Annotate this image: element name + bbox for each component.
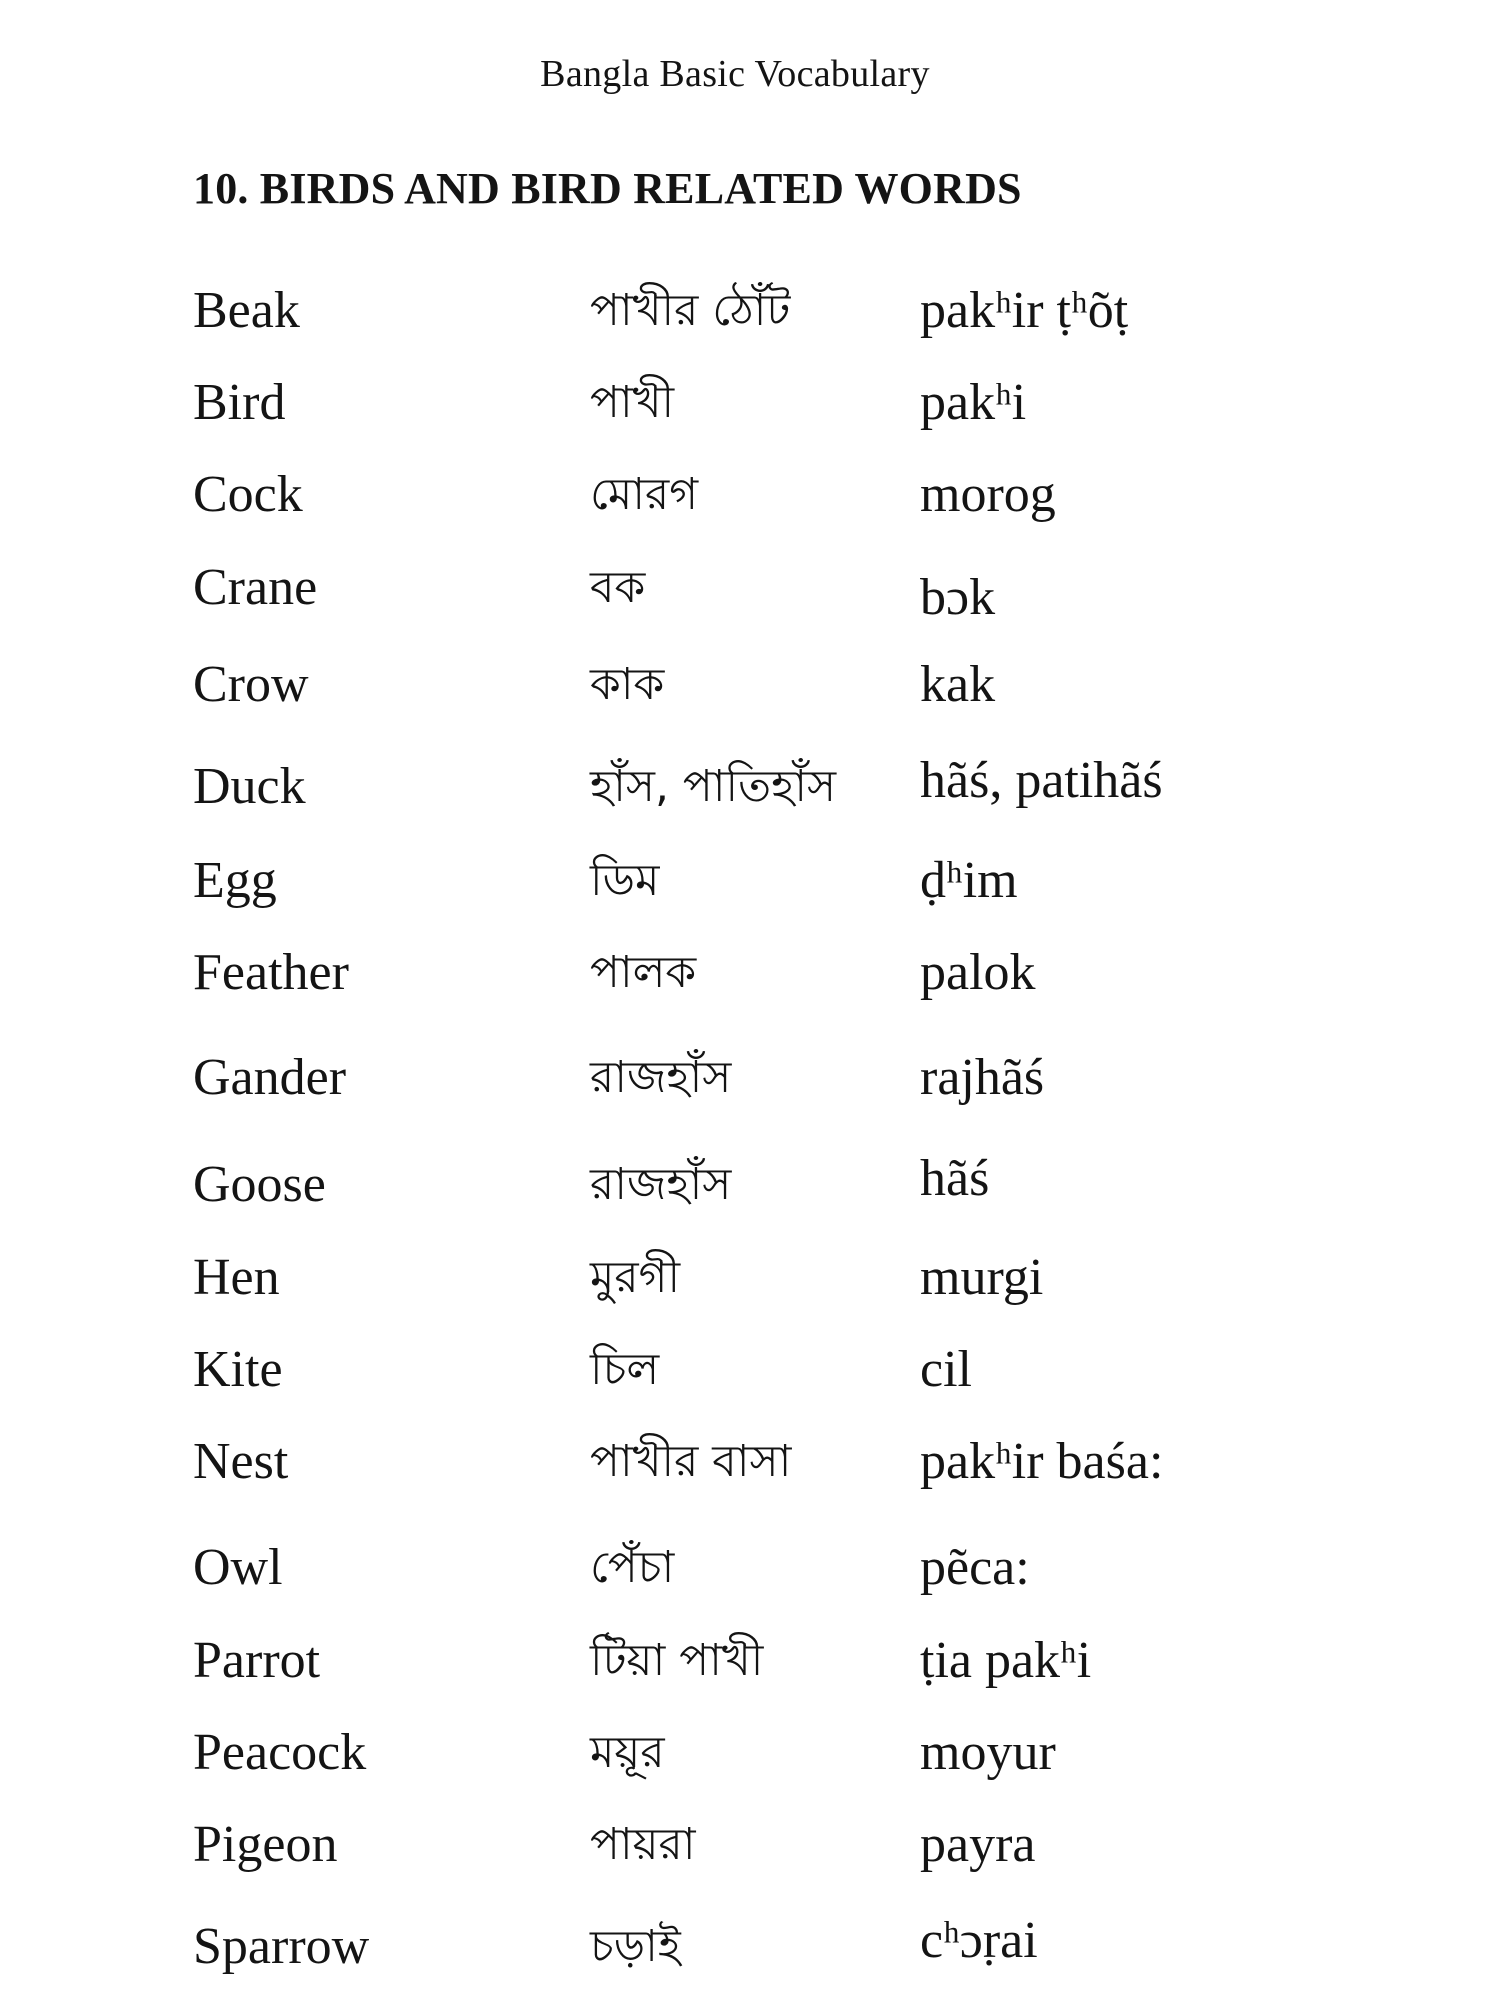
- vocab-row: [0, 938, 1500, 1008]
- transliteration: pẽca:: [920, 1539, 1030, 1596]
- bangla-word: পায়রা: [590, 1819, 696, 1870]
- english-word: Crow: [193, 656, 309, 713]
- bangla-word: পাখীর বাসা: [590, 1436, 792, 1487]
- bangla-word: পাখী: [590, 377, 675, 428]
- english-word: Gander: [193, 1049, 347, 1106]
- vocab-row: [0, 1718, 1500, 1788]
- bangla-word: মোরগ: [590, 469, 699, 520]
- transliteration: kak: [920, 656, 996, 713]
- english-word: Bird: [193, 374, 286, 431]
- vocab-row: [0, 553, 1500, 626]
- bangla-word: রাজহাঁস: [590, 1159, 732, 1210]
- english-word: Feather: [193, 944, 349, 1001]
- running-header: Bangla Basic Vocabulary: [540, 53, 930, 95]
- vocab-row: [0, 1533, 1500, 1603]
- transliteration: payra: [920, 1816, 1036, 1873]
- transliteration: moyur: [920, 1724, 1056, 1781]
- transliteration: cʰɔṛai: [920, 1912, 1038, 1969]
- bangla-word: ময়ূর: [590, 1727, 665, 1778]
- transliteration: pakʰir ṭʰõṭ: [920, 282, 1129, 339]
- transliteration: ṭia pakʰi: [920, 1632, 1092, 1689]
- english-word: Hen: [193, 1249, 280, 1306]
- transliteration: pakʰi: [920, 374, 1027, 431]
- section-title: 10. BIRDS AND BIRD RELATED WORDS: [193, 164, 1022, 213]
- english-word: Cock: [193, 466, 303, 523]
- vocab-row: [0, 1150, 1500, 1220]
- vocab-row: [0, 1043, 1500, 1113]
- english-word: Pigeon: [193, 1816, 338, 1873]
- vocab-row: [0, 1810, 1500, 1880]
- bangla-word: মুরগী: [590, 1252, 681, 1303]
- vocab-row: [0, 1243, 1500, 1313]
- english-word: Sparrow: [193, 1918, 370, 1975]
- vocab-row: [0, 846, 1500, 916]
- english-word: Nest: [193, 1433, 289, 1490]
- transliteration: rajhãś: [920, 1049, 1045, 1106]
- english-word: Beak: [193, 282, 300, 339]
- vocab-row: [0, 1626, 1500, 1696]
- transliteration: hãś, patihãś: [920, 752, 1163, 809]
- english-word: Kite: [193, 1341, 283, 1398]
- bangla-word: বক: [590, 562, 646, 613]
- english-word: Duck: [193, 758, 306, 815]
- transliteration: bɔk: [920, 569, 996, 626]
- vocab-row: [0, 460, 1500, 530]
- bangla-word: চিল: [590, 1344, 660, 1395]
- bangla-word: টিয়া পাখী: [590, 1635, 764, 1686]
- transliteration: cil: [920, 1341, 972, 1398]
- vocab-row: [0, 276, 1500, 346]
- english-word: Parrot: [193, 1632, 321, 1689]
- english-word: Owl: [193, 1539, 283, 1596]
- bangla-word: রাজহাঁস: [590, 1052, 732, 1103]
- transliteration: palok: [920, 944, 1036, 1001]
- bangla-word: কাক: [590, 659, 665, 710]
- english-word: Crane: [193, 559, 318, 616]
- vocab-row: [0, 368, 1500, 438]
- vocab-row: [0, 1912, 1500, 1982]
- bangla-word: ডিম: [590, 855, 660, 906]
- english-word: Egg: [193, 852, 277, 909]
- bangla-word: পেঁচা: [590, 1542, 675, 1593]
- transliteration: pakʰir baśa:: [920, 1433, 1164, 1490]
- bangla-word: পাখীর ঠোঁট: [590, 285, 791, 336]
- transliteration: hãś: [920, 1150, 990, 1207]
- transliteration: ḍʰim: [920, 852, 1018, 909]
- transliteration: morog: [920, 466, 1056, 523]
- vocab-row: [0, 752, 1500, 822]
- vocab-row: [0, 1427, 1500, 1497]
- bangla-word: চড়াই: [590, 1921, 681, 1972]
- english-word: Peacock: [193, 1724, 367, 1781]
- vocab-row: [0, 650, 1500, 720]
- bangla-word: হাঁস, পাতিহাঁস: [590, 761, 837, 812]
- bangla-word: পালক: [590, 947, 697, 998]
- vocab-row: [0, 1335, 1500, 1405]
- english-word: Goose: [193, 1156, 326, 1213]
- transliteration: murgi: [920, 1249, 1044, 1306]
